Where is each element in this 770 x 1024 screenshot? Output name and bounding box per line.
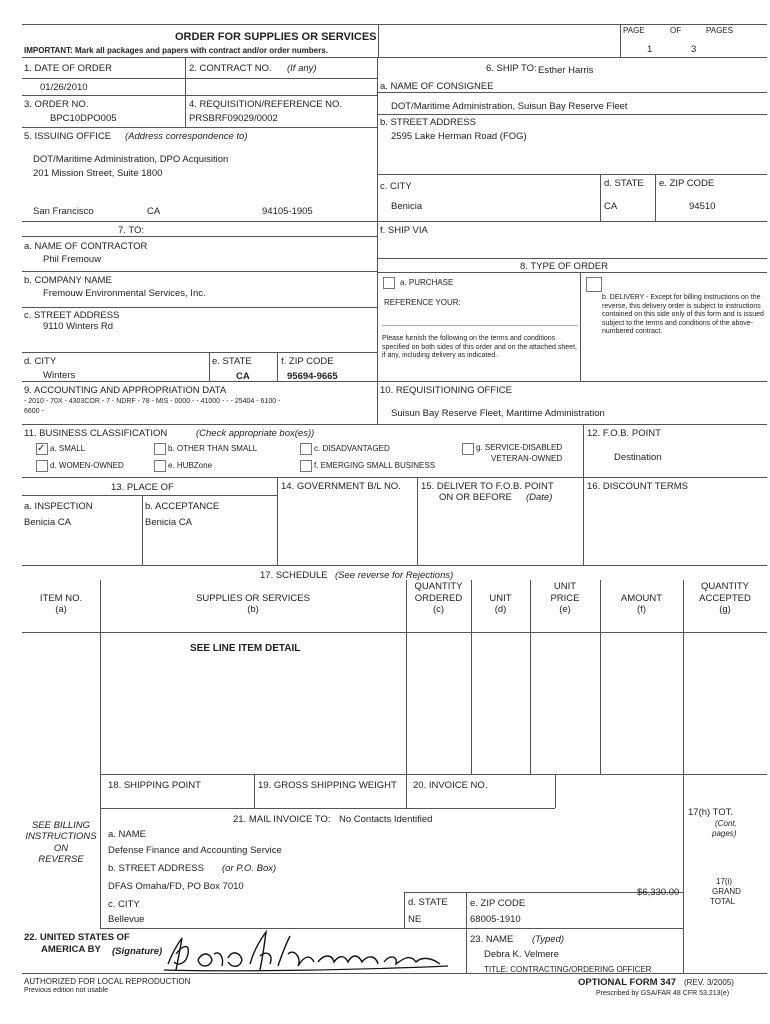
inspection-value: Benicia CA bbox=[24, 517, 71, 528]
total-cont-label: 17(h) TOT. bbox=[688, 807, 734, 818]
deliver-fob-label-line1: 15. DELIVER TO F.O.B. POINT bbox=[421, 481, 554, 492]
fob-point-label: 12. F.O.B. POINT bbox=[587, 428, 661, 439]
invoice-zip-label: e. ZIP CODE bbox=[470, 898, 526, 909]
hubzone-label: e. HUBZone bbox=[168, 461, 213, 470]
contractor-street-label: c. STREET ADDRESS bbox=[24, 310, 120, 321]
purchase-checkbox[interactable] bbox=[383, 277, 395, 289]
ship-city-value: Benicia bbox=[391, 201, 423, 212]
grand-total-label2: GRAND bbox=[712, 887, 741, 896]
invoice-street-label: b. STREET ADDRESS bbox=[108, 863, 204, 874]
typed-name-value: Debra K. Velmere bbox=[484, 949, 559, 960]
contractor-state-label: e. STATE bbox=[212, 356, 252, 367]
accounting-line2: 6600 - bbox=[24, 408, 44, 415]
ship-state-label: d. STATE bbox=[604, 178, 644, 189]
ship-city-label: c. CITY bbox=[380, 181, 412, 192]
order-no-value: BPC10DPO005 bbox=[50, 113, 117, 124]
delivery-text: b. DELIVERY - Except for billing instructions on the reverse, this delivery order is subject to instructions contained on this side only of this form and is issued subject to the terms and conditions of the above-numbered contract. bbox=[602, 294, 764, 335]
requisition-no-label: 4. REQUISITION/REFERENCE NO. bbox=[189, 99, 343, 110]
ship-via-label: f. SHIP VIA bbox=[380, 225, 428, 236]
consignee-value: DOT/Maritime Administration, Suisun Bay Reserve Fleet bbox=[391, 101, 628, 112]
of-label: OF bbox=[670, 26, 682, 35]
form-revision: (REV. 3/2005) bbox=[684, 978, 734, 987]
col-item-no-sub: (a) bbox=[55, 604, 67, 615]
contractor-city-value: Winters bbox=[43, 370, 76, 381]
col-accepted-sub: (g) bbox=[719, 604, 731, 615]
col-accepted-top: QUANTITY bbox=[700, 581, 750, 592]
issuing-office-city: San Francisco bbox=[33, 206, 94, 217]
contractor-zip-label: f. ZIP CODE bbox=[281, 356, 334, 367]
issuing-office-note: (Address correspondence to) bbox=[125, 131, 248, 142]
form-title: ORDER FOR SUPPLIES OR SERVICES bbox=[175, 31, 377, 43]
ship-to-label: 6. SHIP TO: bbox=[486, 63, 537, 74]
emerging-small-business-label: f. EMERGING SMALL BUSINESS bbox=[314, 461, 436, 470]
previous-edition: Previous edition not usable bbox=[24, 987, 109, 994]
to-label: 7. TO: bbox=[118, 225, 145, 236]
furnish-text: Please furnish the following on the terms and conditions specified on both sides of this order and on the attached sheet, if any, including delivery as indicated. bbox=[382, 335, 577, 359]
contract-no-note: (If any) bbox=[287, 63, 317, 74]
ship-street-value: 2595 Lake Herman Road (FOG) bbox=[391, 131, 527, 142]
col-quantity-sub: (c) bbox=[432, 604, 445, 615]
ship-to-attn: Esther Harris bbox=[538, 65, 594, 76]
invoice-name-value: Defense Finance and Accounting Service bbox=[108, 845, 282, 856]
ship-zip-value: 94510 bbox=[689, 201, 716, 212]
contractor-street-value: 9110 Winters Rd bbox=[43, 321, 114, 332]
invoice-name-label: a. NAME bbox=[108, 829, 147, 840]
authorized-reproduction: AUTHORIZED FOR LOCAL REPRODUCTION bbox=[24, 977, 191, 986]
delivery-checkbox[interactable] bbox=[586, 277, 602, 292]
col-quantity: ORDERED bbox=[414, 593, 463, 604]
line-item-detail: SEE LINE ITEM DETAIL bbox=[190, 643, 301, 654]
business-classification-label: 11. BUSINESS CLASSIFICATION bbox=[24, 428, 168, 439]
total-cont-note1: (Cont. bbox=[715, 819, 737, 828]
discount-terms-label: 16. DISCOUNT TERMS bbox=[587, 481, 689, 492]
other-than-small-checkbox[interactable] bbox=[154, 443, 166, 455]
invoice-no-label: 20. INVOICE NO. bbox=[413, 780, 488, 791]
contractor-city-label: d. CITY bbox=[24, 356, 57, 367]
shipping-point-label: 18. SHIPPING POINT bbox=[108, 780, 201, 791]
invoice-city-value: Bellevue bbox=[108, 914, 145, 925]
disadvantaged-label: c. DISADVANTAGED bbox=[314, 444, 390, 453]
mail-invoice-label: 21. MAIL INVOICE TO: bbox=[233, 814, 331, 825]
acceptance-label: b. ACCEPTANCE bbox=[145, 501, 220, 512]
col-quantity-top: QUANTITY bbox=[414, 581, 463, 592]
schedule-label: 17. SCHEDULE bbox=[260, 570, 328, 581]
typed-name-label: 23. NAME bbox=[470, 934, 514, 945]
company-value: Fremouw Environmental Services, Inc. bbox=[43, 288, 206, 299]
gross-weight-label: 19. GROSS SHIPPING WEIGHT bbox=[258, 780, 397, 791]
business-classification-note: (Check appropriate box(es)) bbox=[196, 428, 315, 439]
important-notice: IMPORTANT: Mark all packages and papers with contract and/or order numbers. bbox=[24, 46, 328, 55]
consignee-label: a. NAME OF CONSIGNEE bbox=[380, 81, 494, 92]
typed-name-note: (Typed) bbox=[532, 934, 565, 945]
schedule-note: (See reverse for Rejections) bbox=[335, 570, 454, 581]
small-checkbox[interactable] bbox=[36, 443, 48, 455]
acceptance-value: Benicia CA bbox=[145, 517, 192, 528]
total-cont-note2: pages) bbox=[712, 829, 737, 838]
requisition-no-value: PRSBRF09029/0002 bbox=[189, 113, 278, 124]
invoice-state-value: NE bbox=[408, 914, 422, 925]
emerging-small-business-checkbox[interactable] bbox=[300, 460, 312, 472]
grand-total-label1: 17(i) bbox=[716, 877, 733, 886]
grand-total-amount: $6,330.00 bbox=[637, 887, 680, 898]
requisitioning-office-value: Suisun Bay Reserve Fleet, Maritime Administration bbox=[391, 408, 605, 419]
invoice-city-label: c. CITY bbox=[108, 899, 140, 910]
prescribed-by: Prescribed by GSA/FAR 48 CFR 53.213(e) bbox=[596, 990, 730, 997]
see-billing-1: SEE BILLING bbox=[31, 820, 91, 831]
checkmark-icon: ✓ bbox=[37, 443, 46, 454]
disadvantaged-checkbox[interactable] bbox=[300, 443, 312, 455]
hubzone-checkbox[interactable] bbox=[154, 460, 166, 472]
inspection-label: a. INSPECTION bbox=[24, 501, 93, 512]
see-billing-4: REVERSE bbox=[38, 854, 84, 865]
deliver-fob-label-line2: ON OR BEFORE bbox=[439, 492, 512, 503]
reference-label: REFERENCE YOUR: bbox=[384, 298, 461, 307]
col-supplies-sub: (b) bbox=[247, 604, 259, 615]
issuing-office-state: CA bbox=[147, 206, 161, 217]
ship-zip-label: e. ZIP CODE bbox=[659, 178, 715, 189]
signature-image bbox=[158, 924, 458, 976]
col-amount-sub: (f) bbox=[637, 604, 646, 615]
issuing-office-label: 5. ISSUING OFFICE bbox=[24, 131, 112, 142]
women-owned-label: d. WOMEN-OWNED bbox=[50, 461, 124, 470]
contract-no-label: 2. CONTRACT NO. bbox=[189, 63, 272, 74]
purchase-label: a. PURCHASE bbox=[400, 278, 454, 287]
sdvo-label-line2: VETERAN-OWNED bbox=[491, 454, 563, 463]
invoice-zip-value: 68005-1910 bbox=[470, 914, 521, 925]
page-label: PAGE bbox=[623, 26, 645, 35]
sdvo-label-line1: g. SERVICE-DISABLED bbox=[476, 443, 563, 452]
contractor-value: Phil Fremouw bbox=[43, 254, 102, 265]
deliver-fob-note: (Date) bbox=[526, 492, 553, 503]
invoice-street-value: DFAS Omaha/FD, PO Box 7010 bbox=[108, 881, 244, 892]
fob-point-value: Destination bbox=[614, 452, 662, 463]
accounting-line1: - 2010 - 70X - 4303COR - 7 - NDRF - 78 - MIS - 0000 - - 41000 - - - 25404 - 6100 - bbox=[24, 398, 281, 405]
issuing-office-line1: DOT/Maritime Administration, DPO Acquisition bbox=[33, 154, 229, 165]
issuing-office-zip: 94105-1905 bbox=[262, 206, 313, 217]
women-owned-checkbox[interactable] bbox=[36, 460, 48, 472]
invoice-state-label: d. STATE bbox=[408, 897, 448, 908]
gov-bl-label: 14. GOVERNMENT B/L NO. bbox=[281, 481, 401, 492]
officer-title: TITLE: CONTRACTING/ORDERING OFFICER bbox=[484, 965, 652, 974]
contractor-zip-value: 95694-9665 bbox=[287, 371, 338, 382]
date-of-order-value: 01/26/2010 bbox=[40, 82, 88, 93]
other-than-small-label: b. OTHER THAN SMALL bbox=[168, 444, 258, 453]
grand-total-label3: TOTAL bbox=[710, 897, 736, 906]
contractor-state-value: CA bbox=[236, 371, 250, 382]
pages-label: PAGES bbox=[706, 26, 733, 35]
company-label: b. COMPANY NAME bbox=[24, 275, 112, 286]
ship-state-value: CA bbox=[604, 201, 618, 212]
see-billing-3: ON bbox=[53, 843, 69, 854]
col-accepted: ACCEPTED bbox=[699, 593, 751, 604]
col-unit: UNIT bbox=[489, 593, 512, 604]
col-amount: AMOUNT bbox=[620, 593, 663, 604]
us-signature-label2: AMERICA BY bbox=[41, 944, 101, 955]
us-signature-note: (Signature) bbox=[112, 946, 163, 957]
col-unit-price-sub: (e) bbox=[559, 604, 571, 615]
total-pages: 3 bbox=[691, 44, 697, 55]
col-unit-sub: (d) bbox=[494, 604, 507, 615]
col-unit-price-top: UNIT bbox=[553, 581, 577, 592]
order-no-label: 3. ORDER NO. bbox=[24, 99, 89, 110]
requisitioning-office-label: 10. REQUISITIONING OFFICE bbox=[380, 385, 512, 396]
ship-street-label: b. STREET ADDRESS bbox=[380, 117, 476, 128]
contractor-label: a. NAME OF CONTRACTOR bbox=[24, 241, 148, 252]
us-signature-label1: 22. UNITED STATES OF bbox=[24, 932, 130, 943]
small-label: a. SMALL bbox=[50, 444, 86, 453]
accounting-label: 9. ACCOUNTING AND APPROPRIATION DATA bbox=[24, 385, 227, 396]
type-of-order-label: 8. TYPE OF ORDER bbox=[520, 261, 608, 272]
see-billing-2: INSTRUCTIONS bbox=[25, 831, 97, 842]
page-number: 1 bbox=[647, 44, 653, 55]
col-unit-price: PRICE bbox=[550, 593, 580, 604]
issuing-office-line2: 201 Mission Street, Suite 1800 bbox=[33, 168, 163, 179]
col-item-no: ITEM NO. bbox=[39, 593, 83, 604]
sdvo-checkbox[interactable] bbox=[462, 443, 474, 455]
invoice-street-note: (or P.O. Box) bbox=[222, 863, 277, 874]
col-supplies: SUPPLIES OR SERVICES bbox=[196, 593, 310, 604]
mail-invoice-value: No Contacts Identified bbox=[339, 814, 433, 825]
date-of-order-label: 1. DATE OF ORDER bbox=[24, 63, 112, 74]
form-number: OPTIONAL FORM 347 bbox=[578, 977, 677, 988]
place-of-label: 13. PLACE OF bbox=[111, 482, 174, 493]
